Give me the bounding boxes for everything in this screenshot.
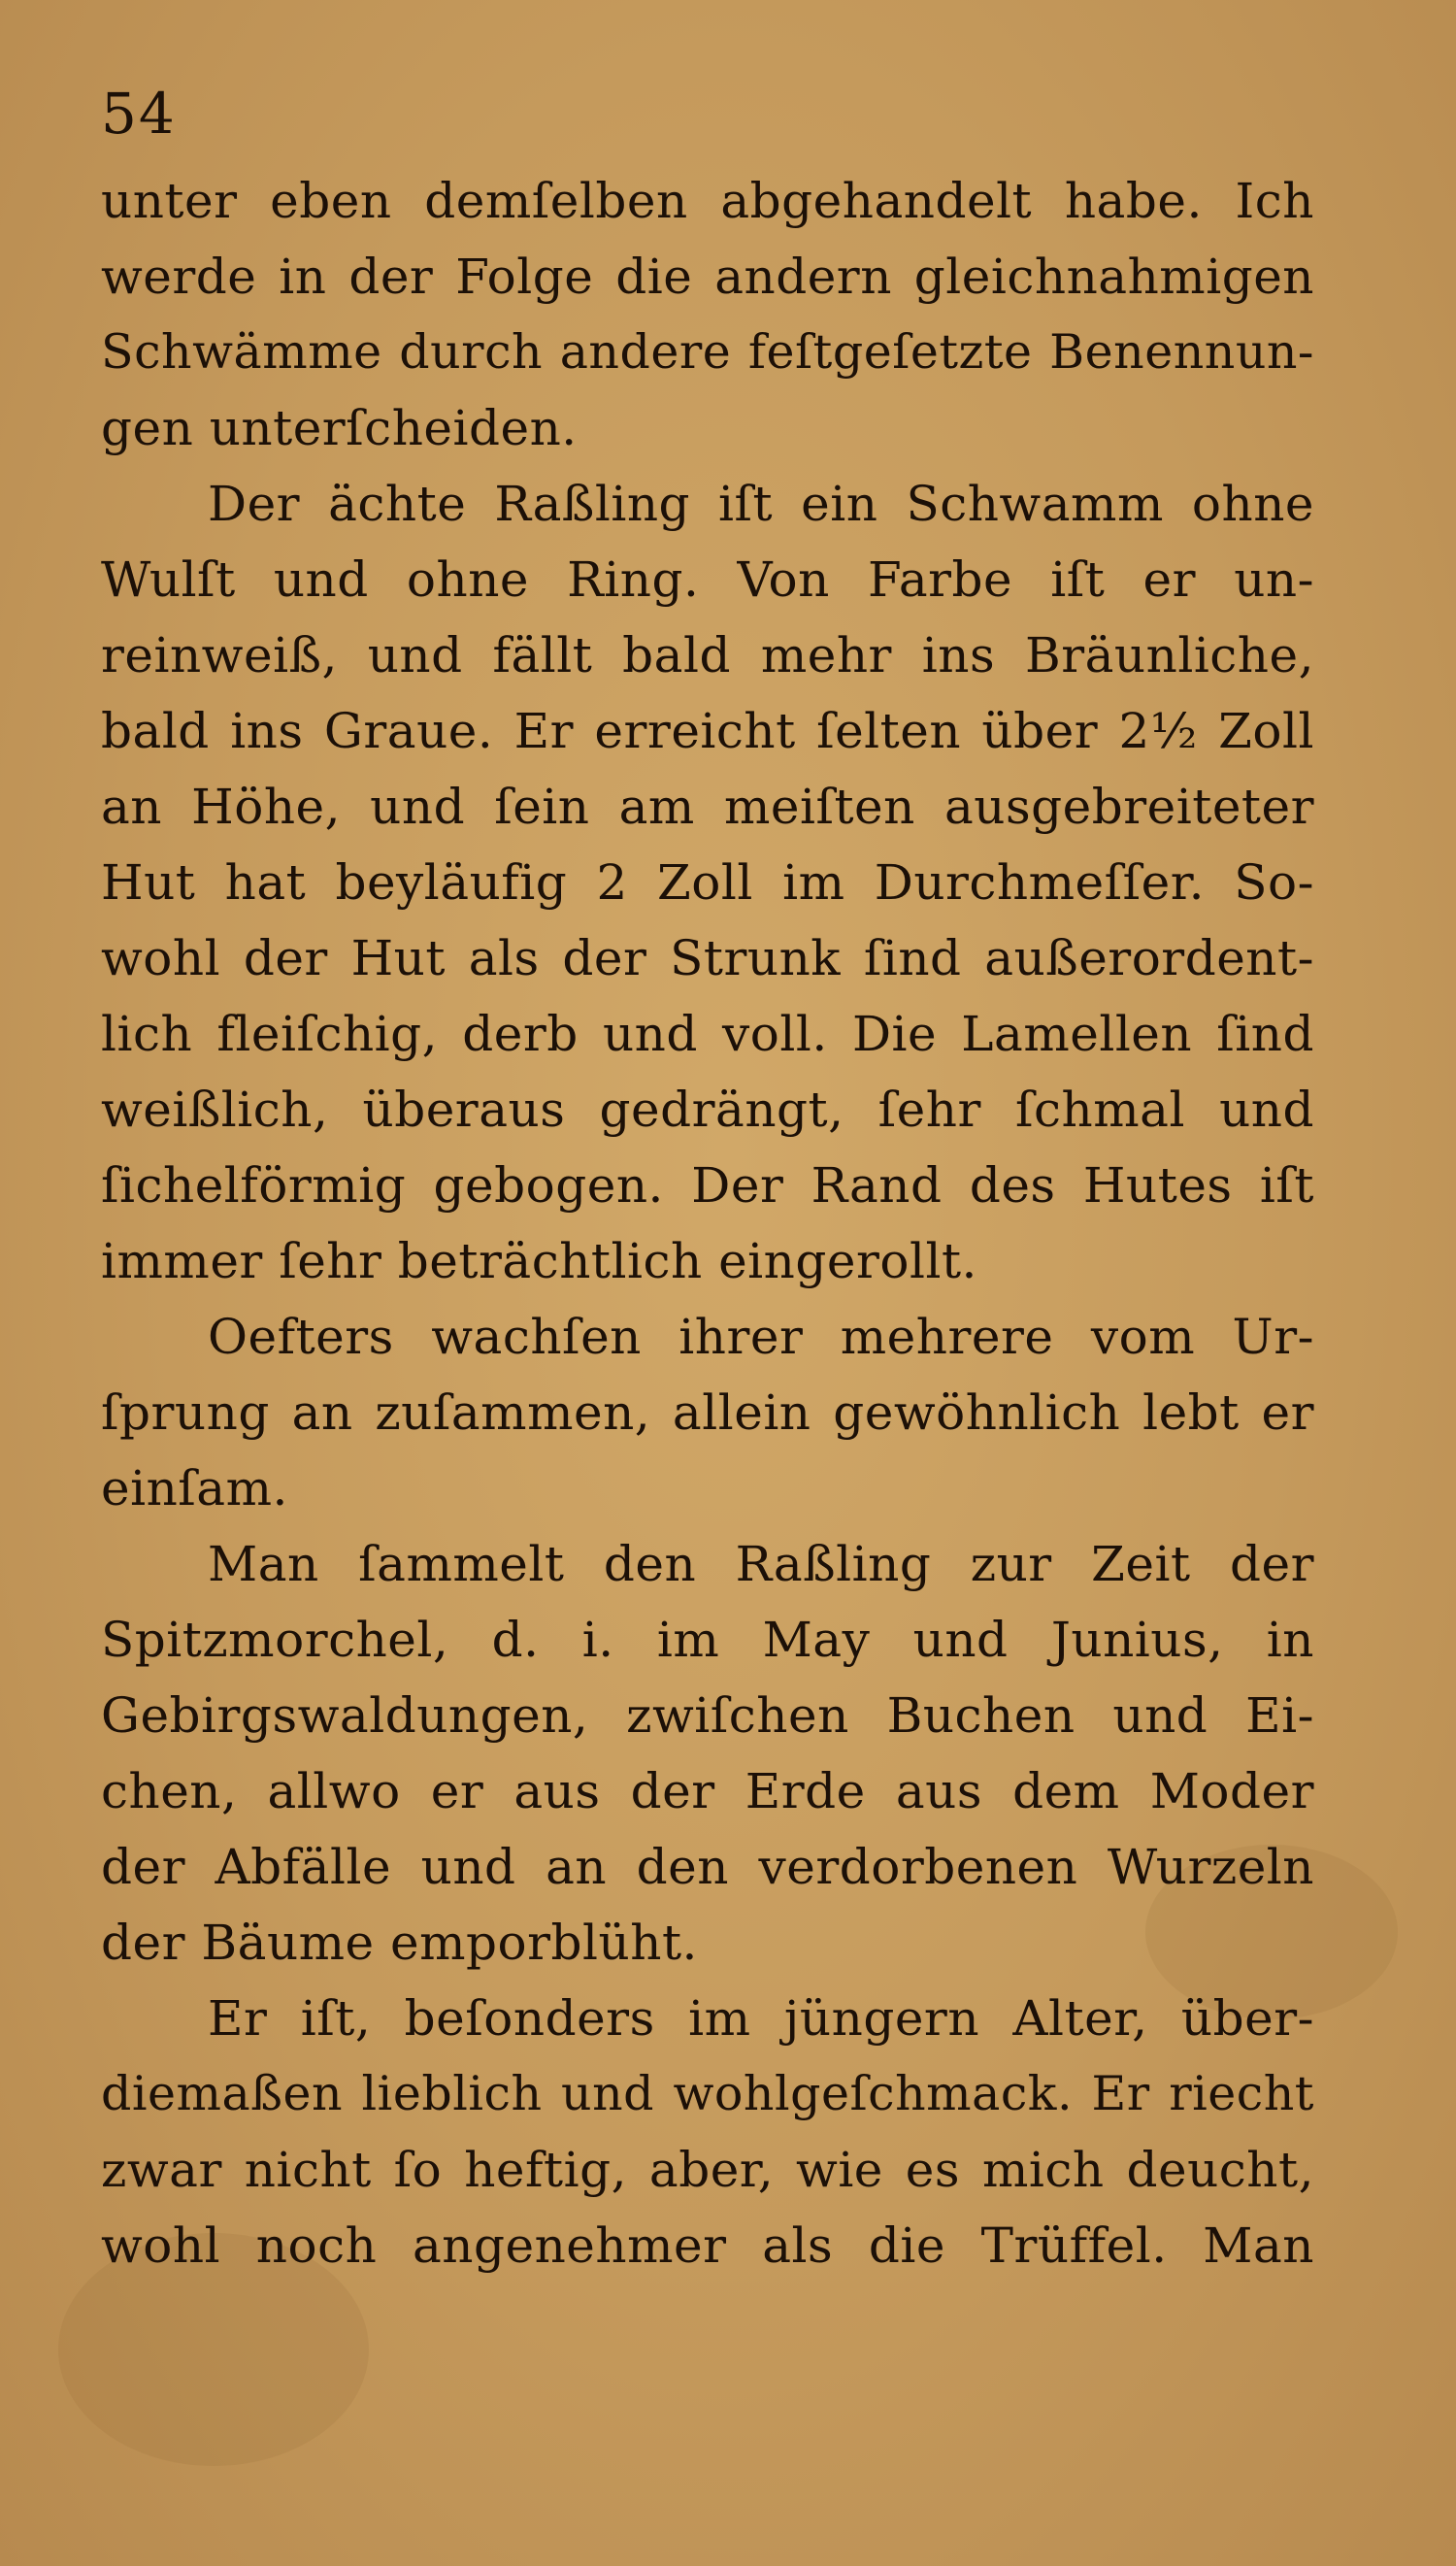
- text-line: wohl der Hut als der Strunk ſind außerordent-: [101, 930, 1314, 986]
- text-line: gen unterſcheiden.: [101, 400, 578, 456]
- text-line: ſichelförmig gebogen. Der Rand des Hutes iſt: [101, 1157, 1314, 1214]
- text-line: bald ins Graue. Er erreicht ſelten über 2½ Zoll: [101, 703, 1314, 759]
- text-line: immer ſehr beträchtlich eingerollt.: [101, 1233, 977, 1289]
- text-line: unter eben demſelben abgehandelt habe. Ich: [101, 173, 1314, 229]
- text-line: lich fleiſchig, derb und voll. Die Lamellen ſind: [101, 1006, 1314, 1062]
- paragraph: [101, 466, 1314, 1299]
- text-line: an Höhe, und ſein am meiſten ausgebreiteter: [101, 779, 1314, 835]
- page-number: 54: [101, 81, 177, 147]
- text-line: Er iſt, beſonders im jüngern Alter, über-: [208, 1990, 1314, 2047]
- text-line: werde in der Folge die andern gleichnahmigen: [101, 249, 1314, 305]
- text-line: Spitzmorchel, d. i. im May und Junius, in: [101, 1612, 1314, 1668]
- paragraph: [101, 1526, 1314, 1981]
- text-line: der Bäume emporblüht.: [101, 1915, 698, 1971]
- text-line: Gebirgswaldungen, zwiſchen Buchen und Ei-: [101, 1687, 1314, 1744]
- text-line: der Abfälle und an den verdorbenen Wurzeln: [101, 1839, 1314, 1895]
- text-line: Hut hat beyläufig 2 Zoll im Durchmeſſer. So-: [101, 854, 1314, 911]
- text-line: diemaßen lieblich und wohlgeſchmack. Er riecht: [101, 2066, 1314, 2121]
- text-line: Man ſammelt den Raßling zur Zeit der: [208, 1536, 1314, 1592]
- text-line: Oefters wachſen ihrer mehrere vom Ur-: [208, 1309, 1314, 1365]
- text-line: Wulſt und ohne Ring. Von Farbe iſt er un-: [101, 551, 1314, 608]
- paragraph: [101, 163, 1314, 466]
- paragraph: [101, 1981, 1314, 2283]
- text-line: einſam.: [101, 1460, 288, 1516]
- body-text: [101, 163, 1314, 2283]
- text-line: ſprung an zuſammen, allein gewöhnlich lebt er: [101, 1384, 1314, 1441]
- text-line: zwar nicht ſo heftig, aber, wie es mich deucht,: [101, 2142, 1314, 2198]
- text-line: chen, allwo er aus der Erde aus dem Moder: [101, 1763, 1314, 1819]
- text-line: Schwämme durch andere feſtgeſetzte Benennun-: [101, 324, 1314, 380]
- text-line: reinweiß, und fällt bald mehr ins Bräunliche,: [101, 627, 1314, 683]
- text-line: weißlich, überaus gedrängt, ſehr ſchmal und: [101, 1082, 1314, 1138]
- paragraph: [101, 1299, 1314, 1526]
- text-line: Der ächte Raßling iſt ein Schwamm ohne: [208, 476, 1314, 532]
- text-line: wohl noch angenehmer als die Trüffel. Man: [101, 2217, 1314, 2274]
